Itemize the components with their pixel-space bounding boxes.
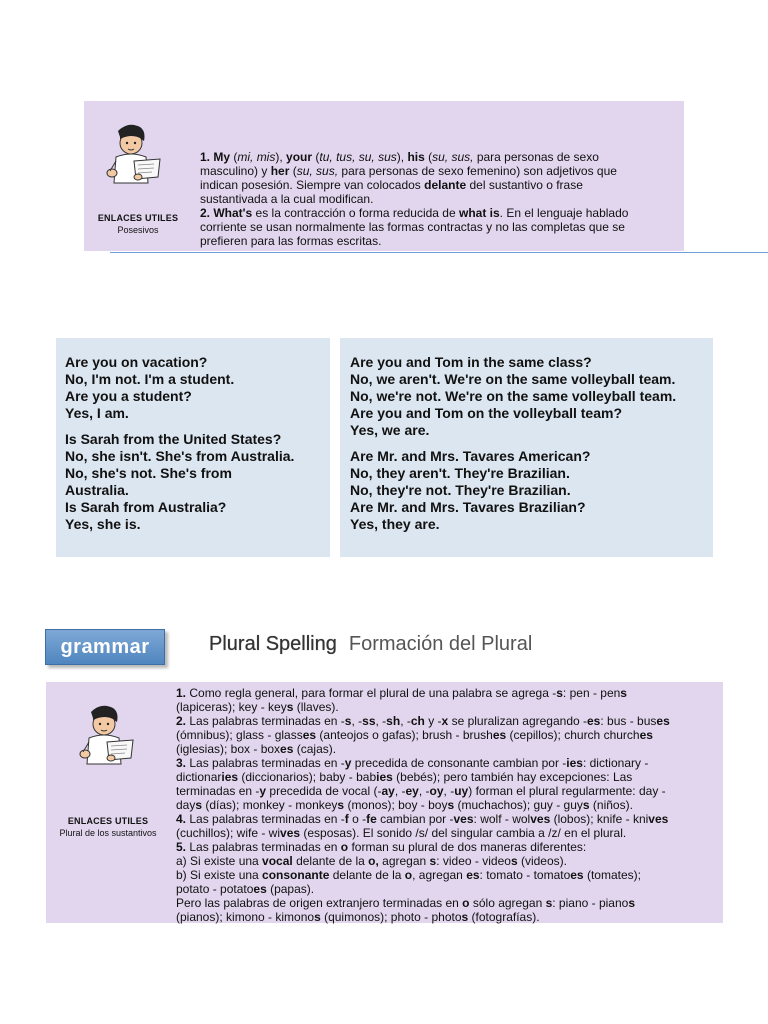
text-run: : tomato - tomato bbox=[479, 868, 571, 882]
dialog-line: Australia. bbox=[65, 482, 129, 498]
text-run: (lobos); knife - kni bbox=[550, 812, 649, 826]
text-run: s bbox=[545, 896, 553, 910]
text-run: a) Si existe una bbox=[176, 854, 263, 868]
dialog-gap bbox=[350, 439, 713, 448]
dialog-line: No, she isn't. She's from Australia. bbox=[65, 448, 295, 464]
text-run: o bbox=[462, 896, 470, 910]
dialog-line: Yes, she is. bbox=[65, 516, 141, 532]
text-run: : dictionary - bbox=[582, 756, 649, 770]
text-run: es bbox=[253, 882, 267, 896]
text-line bbox=[176, 742, 721, 756]
text-run: es bbox=[639, 728, 653, 742]
text-run: ch bbox=[410, 714, 425, 728]
text-run: s bbox=[429, 854, 437, 868]
text-run: ), bbox=[275, 150, 287, 164]
text-run: potato - potato bbox=[176, 882, 254, 896]
text-line bbox=[200, 178, 680, 192]
text-run: ), bbox=[396, 150, 408, 164]
dialog-line: Are you and Tom on the volleyball team? bbox=[350, 405, 623, 421]
text-run: (lapiceras); key - key bbox=[176, 700, 287, 714]
text-run: (cepillos); church church bbox=[506, 728, 640, 742]
text-run: prefieren para las formas escritas. bbox=[200, 234, 382, 248]
plural-spelling-title: Plural Spelling bbox=[209, 633, 337, 655]
text-line bbox=[200, 192, 680, 206]
text-run: tu, tus, su, sus bbox=[319, 150, 397, 164]
text-run: y bbox=[259, 784, 267, 798]
text-run: ( bbox=[424, 150, 433, 164]
text-run: s bbox=[344, 714, 352, 728]
text-run: uy bbox=[454, 784, 469, 798]
text-line bbox=[200, 234, 680, 248]
text-run: (días); monkey - monkey bbox=[202, 798, 338, 812]
section-title bbox=[209, 633, 532, 656]
text-run: precedida de vocal (- bbox=[266, 784, 382, 798]
text-run: sustantivada a la cual modifican. bbox=[200, 192, 374, 206]
text-line bbox=[176, 798, 721, 812]
text-run: (videos). bbox=[517, 854, 567, 868]
text-run: es bbox=[492, 728, 507, 742]
text-line bbox=[176, 784, 721, 798]
text-line bbox=[176, 882, 721, 896]
text-run: mi, mis bbox=[237, 150, 276, 164]
text-run: fe bbox=[366, 812, 377, 826]
caption-subtitle: Posesivos bbox=[117, 225, 159, 235]
horizontal-rule bbox=[110, 252, 768, 253]
text-run: ey bbox=[405, 784, 419, 798]
dialog-line: Are Mr. and Mrs. Tavares Brazilian? bbox=[350, 499, 586, 515]
plural-rules bbox=[176, 686, 721, 924]
text-run: masculino) y bbox=[200, 164, 271, 178]
text-run: 5. bbox=[176, 840, 187, 854]
text-run: (cajas). bbox=[293, 742, 337, 756]
dialog-line: Are you and Tom in the same class? bbox=[350, 354, 592, 370]
text-run: ies bbox=[221, 770, 239, 784]
text-run: y - bbox=[424, 714, 442, 728]
text-run: f bbox=[344, 812, 349, 826]
text-run: (niños). bbox=[589, 798, 633, 812]
text-run: ( bbox=[312, 150, 320, 164]
text-run: s bbox=[628, 896, 636, 910]
text-run: o bbox=[340, 840, 349, 854]
text-run: ies bbox=[566, 756, 583, 770]
text-run: , agregan bbox=[412, 868, 467, 882]
text-run: Las palabras terminadas en - bbox=[186, 714, 345, 728]
text-run: forman su plural de dos maneras diferentes: bbox=[348, 840, 587, 854]
text-line bbox=[176, 756, 721, 770]
text-run: (fotografías). bbox=[468, 910, 540, 924]
text-run: sólo agregan bbox=[469, 896, 546, 910]
text-line bbox=[176, 728, 721, 742]
text-run: s bbox=[461, 910, 469, 924]
text-run: s bbox=[620, 686, 627, 700]
text-run: (iglesias); box - box bbox=[176, 742, 281, 756]
text-run: ) forman el plural regularmente: day - bbox=[468, 784, 666, 798]
text-run: delante bbox=[424, 178, 467, 192]
caption-title: ENLACES UTILES bbox=[67, 816, 149, 826]
text-run: corriente se usan normalmente las formas contractas y no las completas que se bbox=[200, 220, 625, 234]
text-run: b) Si existe una bbox=[176, 868, 263, 882]
text-run: (diccionarios); baby - bab bbox=[238, 770, 377, 784]
text-run: s bbox=[447, 798, 455, 812]
caption-subtitle: Plural de los sustantivos bbox=[59, 828, 157, 838]
dialog-box-left bbox=[56, 338, 330, 557]
text-run: s bbox=[337, 798, 345, 812]
text-run: ( bbox=[289, 164, 297, 178]
text-run: 2. What's bbox=[200, 206, 253, 220]
text-run: y bbox=[344, 756, 352, 770]
text-run: ay bbox=[381, 784, 395, 798]
dialog-line: Are you on vacation? bbox=[65, 354, 208, 370]
text-run: ves bbox=[280, 826, 301, 840]
text-run: consonante bbox=[262, 868, 330, 882]
text-run: : wolf - wol bbox=[473, 812, 531, 826]
text-run: terminadas en - bbox=[176, 784, 260, 798]
text-run: : bus - bus bbox=[600, 714, 657, 728]
text-run: (cuchillos); wife - wi bbox=[176, 826, 281, 840]
text-run: his bbox=[407, 150, 425, 164]
text-run: oy bbox=[429, 784, 444, 798]
text-run: s bbox=[314, 910, 321, 924]
text-line bbox=[176, 840, 721, 854]
text-run: 2. bbox=[176, 714, 187, 728]
text-line bbox=[176, 868, 721, 882]
text-run: 4. bbox=[176, 812, 187, 826]
text-run: indican posesión. Siempre van colocados bbox=[200, 178, 425, 192]
text-run: 3. bbox=[176, 756, 187, 770]
possessives-explanation bbox=[200, 150, 680, 248]
dialog-line: No, I'm not. I'm a student. bbox=[65, 371, 235, 387]
text-run: (ómnibus); glass - glass bbox=[176, 728, 303, 742]
text-run: o - bbox=[348, 812, 367, 826]
text-run: . En el lenguaje hablado bbox=[499, 206, 629, 220]
text-run: ( bbox=[230, 150, 238, 164]
text-run: Como regla general, para formar el plural de una palabra se agrega - bbox=[186, 686, 557, 700]
text-run: para personas de sexo femenino) son adjetivos que bbox=[338, 164, 617, 178]
text-run: : piano - piano bbox=[552, 896, 629, 910]
text-run: s bbox=[556, 686, 563, 700]
text-run: es bbox=[280, 742, 294, 756]
text-line bbox=[176, 854, 721, 868]
text-run: her bbox=[270, 164, 290, 178]
text-line bbox=[200, 150, 680, 164]
text-run: (anteojos o gafas); brush - brush bbox=[316, 728, 493, 742]
text-run: (pianos); kimono - kimono bbox=[176, 910, 315, 924]
dialog-line: No, we aren't. We're on the same volleyball team. bbox=[350, 371, 676, 387]
text-run: , - bbox=[375, 714, 387, 728]
text-run: Pero las palabras de origen extranjero terminadas en bbox=[176, 896, 463, 910]
grammar-tag: grammar bbox=[45, 629, 165, 665]
text-line bbox=[200, 220, 680, 234]
dialog-line: Yes, I am. bbox=[65, 405, 129, 421]
text-line bbox=[176, 826, 721, 840]
text-run: delante de la bbox=[329, 868, 405, 882]
dialog-line: Are Mr. and Mrs. Tavares American? bbox=[350, 448, 591, 464]
dialog-line: No, they're not. They're Brazilian. bbox=[350, 482, 571, 498]
text-run: s bbox=[510, 854, 518, 868]
text-run: su, sus, bbox=[296, 164, 339, 178]
text-line bbox=[176, 700, 721, 714]
boy-reading-illustration bbox=[98, 121, 164, 193]
useful-links-caption[interactable] bbox=[46, 815, 170, 839]
text-run: o, bbox=[368, 854, 379, 868]
text-run: es bbox=[466, 868, 480, 882]
text-run: x bbox=[441, 714, 449, 728]
text-run: s bbox=[195, 798, 203, 812]
text-run: o bbox=[404, 868, 413, 882]
text-run: (esposas). El sonido /s/ del singular cambia a /z/ en el plural. bbox=[300, 826, 627, 840]
text-run: ves bbox=[648, 812, 669, 826]
text-run: s bbox=[582, 798, 590, 812]
text-run: : video - video bbox=[436, 854, 511, 868]
text-run: del sustantivo o frase bbox=[466, 178, 583, 192]
text-run: es la contracción o forma reducida de bbox=[252, 206, 459, 220]
text-run: (quimonos); photo - photo bbox=[320, 910, 462, 924]
text-run: es bbox=[570, 868, 584, 882]
dialog-line: Are you a student? bbox=[65, 388, 192, 404]
text-run: es bbox=[656, 714, 670, 728]
text-line bbox=[176, 812, 721, 826]
text-line bbox=[200, 206, 680, 220]
text-run: , - bbox=[394, 784, 406, 798]
text-run: dictionar bbox=[176, 770, 222, 784]
dialog-line: No, they aren't. They're Brazilian. bbox=[350, 465, 570, 481]
text-run: cambian por - bbox=[376, 812, 454, 826]
text-run: agregan bbox=[378, 854, 430, 868]
text-run: ves bbox=[530, 812, 551, 826]
text-run: vocal bbox=[262, 854, 293, 868]
dialog-line: No, we're not. We're on the same volleyball team. bbox=[350, 388, 677, 404]
text-run: Las palabras terminadas en - bbox=[186, 812, 345, 826]
text-run: es bbox=[302, 728, 317, 742]
plural-box bbox=[46, 682, 723, 923]
plural-spanish-title: Formación del Plural bbox=[348, 633, 533, 655]
text-run: sh bbox=[386, 714, 401, 728]
text-run: what is bbox=[458, 206, 500, 220]
text-run: (bebés); pero también hay excepciones: Las bbox=[392, 770, 633, 784]
text-run: ies bbox=[376, 770, 393, 784]
text-run: s bbox=[286, 700, 294, 714]
text-run: (tomates); bbox=[583, 868, 641, 882]
text-run: , - bbox=[351, 714, 363, 728]
text-run: , - bbox=[418, 784, 430, 798]
dialog-line: Yes, we are. bbox=[350, 422, 430, 438]
text-run: : pen - pen bbox=[562, 686, 621, 700]
boy-reading-illustration bbox=[68, 702, 140, 774]
text-run: your bbox=[286, 150, 313, 164]
dialog-box-right bbox=[340, 338, 713, 557]
text-line bbox=[176, 910, 721, 924]
text-run: es bbox=[587, 714, 601, 728]
dialog-gap bbox=[65, 422, 330, 431]
dialog-line: Yes, they are. bbox=[350, 516, 440, 532]
text-run: su, sus, bbox=[432, 150, 474, 164]
dialog-line: Is Sarah from Australia? bbox=[65, 499, 227, 515]
text-line bbox=[176, 714, 721, 728]
dialog-line: Is Sarah from the United States? bbox=[65, 431, 282, 447]
caption-title: ENLACES UTILES bbox=[97, 213, 179, 223]
dialog-line: No, she's not. She's from bbox=[65, 465, 232, 481]
text-run: (llaves). bbox=[293, 700, 339, 714]
text-line bbox=[176, 686, 721, 700]
text-line bbox=[176, 896, 721, 910]
text-run: delante de la bbox=[292, 854, 369, 868]
text-run: ves bbox=[453, 812, 474, 826]
text-run: Las palabras terminadas en - bbox=[186, 756, 345, 770]
text-run: (monos); boy - boy bbox=[344, 798, 448, 812]
text-run: (muchachos); guy - guy bbox=[454, 798, 583, 812]
text-line bbox=[176, 770, 721, 784]
text-run: 1. My bbox=[200, 150, 231, 164]
text-run: 1. bbox=[176, 686, 187, 700]
text-run: day bbox=[176, 798, 196, 812]
text-run: , - bbox=[443, 784, 455, 798]
possessives-box bbox=[84, 101, 684, 251]
text-run: (papas). bbox=[266, 882, 315, 896]
text-run: ss bbox=[362, 714, 376, 728]
text-run: precedida de consonante cambian por - bbox=[351, 756, 567, 770]
text-run: para personas de sexo bbox=[473, 150, 599, 164]
text-line bbox=[200, 164, 680, 178]
text-run: , - bbox=[400, 714, 411, 728]
text-run: se pluralizan agregando - bbox=[448, 714, 587, 728]
text-run: Las palabras terminadas en bbox=[186, 840, 341, 854]
useful-links-caption[interactable] bbox=[84, 212, 192, 236]
